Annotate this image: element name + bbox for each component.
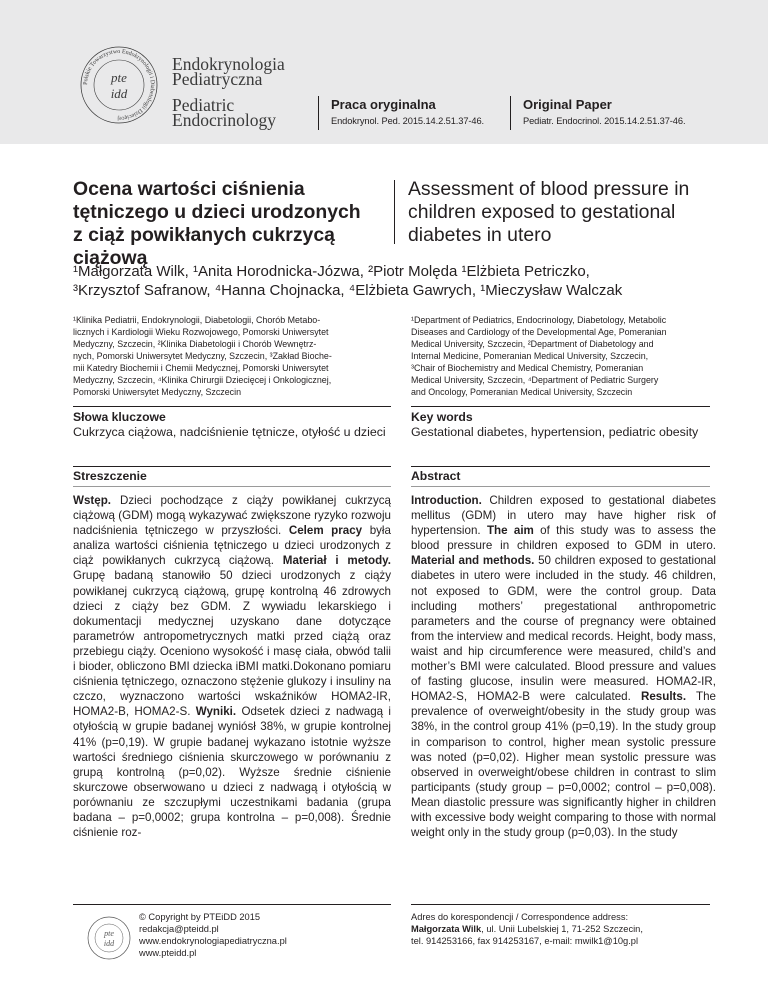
correspondence-name: Małgorzata Wilk <box>411 924 482 934</box>
affiliations-polish <box>73 314 381 398</box>
affiliation-line: ¹Klinika Pediatrii, Endokrynologii, Diabetologii, Chorób Metabo- <box>73 315 321 325</box>
section-rule <box>73 466 391 467</box>
seal-mark-top: pte <box>111 70 127 85</box>
affiliation-line: Diseases and Cardiology of the Developmental Age, Pomeranian <box>411 327 667 337</box>
title-polish: Ocena wartości ciśnienia tętniczego u dzieci urodzonych z ciąż powikłanych cukrzycą ciążową <box>73 178 361 269</box>
section-rule <box>411 466 710 467</box>
keywords-en: Gestational diabetes, hypertension, pediatric obesity <box>411 425 699 439</box>
keywords-heading-en: Key words <box>411 410 473 424</box>
footer-publisher <box>139 911 287 959</box>
brand-line: Pediatric <box>172 95 235 115</box>
author-list <box>73 262 713 300</box>
editorial-email-link[interactable]: redakcja@pteidd.pl <box>139 924 219 934</box>
section-rule <box>73 406 391 407</box>
keywords-pl: Cukrzyca ciążowa, nadciśnienie tętnicze, otyłość u dzieci <box>73 425 386 439</box>
header-divider <box>318 96 319 130</box>
results-label: Results. <box>640 690 687 704</box>
abstract-body-en <box>411 493 716 840</box>
affiliation-line: mii Katedry Biochemii i Chemii Medycznej, Pomorski Uniwersytet <box>73 363 329 373</box>
aim-text: of this study was to assess the blood pressure in children exposed to GDM in utero. <box>411 524 716 553</box>
footer-rule <box>411 904 710 905</box>
paper-type-pl: Praca oryginalna <box>331 97 436 112</box>
intro-text: Children exposed to gestational diabetes mellitus (GDM) in utero may have higher risk of hypertension. <box>411 494 716 538</box>
paper-type-en: Original Paper <box>523 97 612 112</box>
abstract-heading-pl: Streszczenie <box>73 469 147 483</box>
journal-seal-logo <box>78 44 160 126</box>
svg-text:idd: idd <box>103 939 115 948</box>
results-label: Wyniki. <box>195 705 237 719</box>
section-rule <box>73 486 391 487</box>
section-rule <box>411 486 710 487</box>
title-divider <box>394 180 395 244</box>
intro-label: Introduction. <box>411 494 482 507</box>
journal-website-link[interactable]: www.endokrynologiapediatryczna.pl <box>139 936 287 946</box>
methods-text: Grupę badaną stanowiło 50 dzieci urodzonych z ciąży powikłanej cukrzycą ciążową, grupę kontrolną 46 zdrowych dzieci z ciąży bez GDM. Z wywiadu lekarskiego i dokumentacji medycznej uzyskano dane dotyczące parametrów antropometrycznych matki przed ciążą oraz przebiegu ciąży. Oceniono wysokość i masę ciała, obwód talii i bioder, obliczono BMI dziecka iBMI matki.Dokonano pomiaru ciśnienia tętniczego, oznaczono stężenie glukozy i insuliny na czczo, wyznaczono wartości wskaźników HOMA2-IR, HOMA2-B, HOMA2-S. <box>73 569 391 719</box>
header-divider <box>510 96 511 130</box>
affiliation-line: ³Chair of Biochemistry and Medical Chemistry, Pomeranian <box>411 363 644 373</box>
footer-seal-logo <box>86 915 132 961</box>
society-website-link[interactable]: www.pteidd.pl <box>139 948 197 958</box>
results-text: Odsetek dzieci z nadwagą i otyłością w grupie badanej wyniósł 38%, w grupie kontrolnej 41% (p=0,19). W grupie badanej wykazano istotnie wyższe wartości średniego ciśnienia skurczowego w porównaniu z grupą kontrolną (p=0,02). Wyższe średnie ciśnienie skurczowe obserwowano u dzieci z nadwagą i otyłością w porównaniu ze szczupłymi uczestnikami badania (grupa badana – p=0,0002; grupa kontrolna – p=0,008). Średnie ciśnienie roz- <box>73 705 391 840</box>
journal-brand <box>172 54 285 130</box>
citation-en: Pediatr. Endocrinol. 2015.14.2.51.37-46. <box>523 116 686 126</box>
results-text: The prevalence of overweight/obesity in the study group was 38%, in the control group 41% (p=0,19). In the study group in comparison to control, higher mean systolic pressure was noted (p=0,02). Higher mean systolic pressure was observed in overweight/obese children in contrast to slim participants (study group – p=0,0002; control – p=0,008). Mean diastolic pressure was significantly higher in children with excessive body weight comparing to those with normal weight only in the study group (p=0,03). In the study <box>411 690 716 840</box>
journal-header <box>0 0 768 144</box>
citation-pl: Endokrynol. Ped. 2015.14.2.51.37-46. <box>331 116 485 126</box>
correspondence-label: Adres do korespondencji / Correspondence address: <box>411 912 629 922</box>
intro-text: Dzieci pochodzące z ciąży powikłanej cukrzycą ciążową (GDM) mogą wykazywać zwiększone ryzyko rozwoju nadciśnienia tętniczego w przyszłości. <box>73 494 391 538</box>
affiliation-line: Medical University, Szczecin, ⁴Department of Pediatric Surgery <box>411 375 659 385</box>
affiliation-line: Medical University, Szczecin, ²Department of Diabetology and <box>411 339 654 349</box>
affiliation-line: Medyczny, Szczecin, ²Klinika Diabetologii i Chorób Wewnętrz- <box>73 339 317 349</box>
brand-line: Pediatryczna <box>172 69 263 89</box>
affiliation-line: Internal Medicine, Pomeranian Medical University, Szczecin, <box>411 351 649 361</box>
affiliation-line: nych, Pomorski Uniwersytet Medyczny, Szczecin, ³Zakład Bioche- <box>73 351 332 361</box>
abstract-heading-en: Abstract <box>411 469 461 483</box>
correspondence-address: , ul. Unii Lubelskiej 1, 71-252 Szczecin, <box>481 924 643 934</box>
aim-label: The aim <box>486 524 534 538</box>
authors-line: ³Krzysztof Safranow, ⁴Hanna Chojnacka, ⁴Elżbieta Gawrych, ¹Mieczysław Walczak <box>73 282 623 299</box>
aim-text: była analiza wartości ciśnienia tętniczego u dzieci urodzonych z ciąż powikłanych cukrzycą ciążową. <box>73 524 391 568</box>
affiliations-english <box>411 314 719 398</box>
brand-line: Endocrinology <box>172 110 277 130</box>
authors-line: ¹Małgorzata Wilk, ¹Anita Horodnicka-Józwa, ²Piotr Molęda ¹Elżbieta Petriczko, <box>73 263 590 280</box>
copyright: © Copyright by PTEiDD 2015 <box>139 912 261 922</box>
svg-text:pte: pte <box>104 929 114 938</box>
methods-text: 50 children exposed to gestational diabetes in utero were included in the study. 46 children, not exposed to GDM, were the control group. Data including mothers’ pregestational anthropometric parameters and the course of pregnancy were obtained from the interview and medical records. Height, body mass, waist and hip circumference were measured, child’s and mother’s BMI were calculated. Blood pressure and values of fasting glucose, insulin were measured. HOMA2-IR, HOMA2-S, HOMA2-B were calculated. <box>411 554 716 704</box>
seal-ring-text: Polskie Towarzystwo Endokrynologii i Diabetologii Dziecięcej <box>82 48 156 122</box>
intro-label: Wstęp. <box>73 494 112 507</box>
methods-label: Material and methods. <box>411 554 535 568</box>
footer-rule <box>73 904 391 905</box>
brand-line: Endokrynologia <box>172 54 285 74</box>
affiliation-line: licznych i Kardiologii Wieku Rozwojowego, Pomorski Uniwersytet <box>73 327 329 337</box>
abstract-body-pl <box>73 493 391 840</box>
seal-mark-bottom: idd <box>110 86 128 101</box>
title-english: Assessment of blood pressure in children exposed to gestational diabetes in utero <box>408 178 690 246</box>
correspondence-block <box>411 911 643 947</box>
affiliation-line: ¹Department of Pediatrics, Endocrinology, Diabetology, Metabolic <box>411 315 667 325</box>
affiliation-line: Medyczny, Szczecin, ⁴Klinika Chirurgii Dziecięcej i Onkologicznej, <box>73 375 332 385</box>
methods-label: Materiał i metody. <box>282 554 391 568</box>
section-rule <box>411 406 710 407</box>
aim-label: Celem pracy <box>288 524 363 538</box>
correspondence-contact: tel. 914253166, fax 914253167, e-mail: mwilk1@10g.pl <box>411 936 639 946</box>
keywords-heading-pl: Słowa kluczowe <box>73 410 166 424</box>
affiliation-line: Pomorski Uniwersytet Medyczny, Szczecin <box>73 387 242 397</box>
affiliation-line: and Oncology, Pomeranian Medical University, Szczecin <box>411 387 633 397</box>
